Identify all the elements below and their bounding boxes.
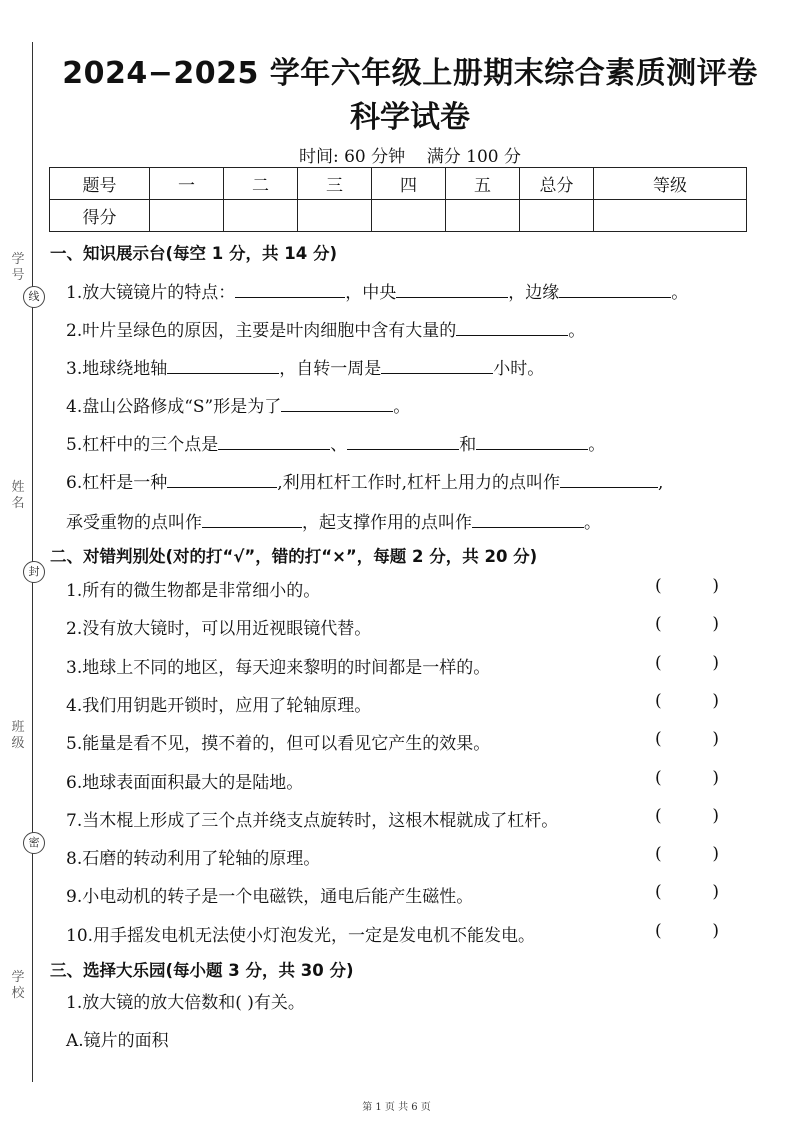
s2-question-7: 7.当木棍上形成了三个点并绕支点旋转时，这根木棍就成了杠杆。 [66, 811, 559, 831]
s2-question-5: 5.能量是看不见，摸不着的，但可以看见它产生的效果。 [66, 734, 491, 754]
s1-question-4 [66, 392, 410, 417]
paren-open: ( [655, 576, 662, 596]
score-cell-2[interactable] [224, 200, 298, 232]
s3-question-1: 1.放大镜的放大倍数和( )有关。 [66, 993, 305, 1013]
answer-parentheses[interactable] [655, 768, 719, 788]
paren-open: ( [655, 691, 662, 711]
s2-question-6: 6.地球表面面积最大的是陆地。 [66, 773, 304, 793]
exam-meta: 时间: 60 分钟 满分 100 分 [298, 147, 522, 167]
paren-close: ) [712, 576, 719, 596]
s1-question-3 [66, 354, 544, 379]
school-label: 学 校 [11, 970, 25, 1001]
cell-label-question: 题号 [50, 168, 150, 200]
cell-header-4: 四 [372, 168, 446, 200]
s1-question-6-cont [66, 508, 601, 533]
text: 。 [588, 435, 606, 455]
cut-mark-line: 线 [23, 286, 45, 308]
answer-blank[interactable] [472, 513, 584, 528]
answer-blank[interactable] [167, 359, 279, 374]
s2-question-1: 1.所有的微生物都是非常细小的。 [66, 581, 321, 601]
score-cell-total[interactable] [520, 200, 594, 232]
text: 和 [459, 435, 477, 455]
answer-blank[interactable] [167, 473, 277, 488]
cut-mark-seal: 封 [23, 561, 45, 583]
text: 5.杠杆中的三个点是 [66, 435, 219, 455]
answer-blank[interactable] [347, 435, 459, 450]
answer-parentheses[interactable] [655, 614, 719, 634]
score-table-score-row [50, 200, 747, 232]
section3-heading: 三、选择大乐园(每小题 3 分，共 30 分) [50, 961, 354, 980]
answer-blank[interactable] [202, 513, 302, 528]
answer-blank[interactable] [235, 283, 345, 298]
class-label: 班 级 [11, 720, 25, 751]
cell-header-3: 三 [298, 168, 372, 200]
page-footer: 第 1 页 共 6 页 [362, 1102, 431, 1113]
answer-blank[interactable] [559, 283, 671, 298]
text: 。 [671, 283, 689, 303]
name-label: 姓 名 [11, 480, 25, 511]
paren-open: ( [655, 806, 662, 826]
s2-question-9: 9.小电动机的转子是一个电磁铁，通电后能产生磁性。 [66, 887, 474, 907]
text: ,利用杠杆工作时,杠杆上用力的点叫作 [277, 473, 561, 493]
paren-close: ) [712, 614, 719, 634]
s3-question-1-option-a[interactable]: A.镜片的面积 [66, 1031, 169, 1051]
paren-open: ( [655, 614, 662, 634]
answer-parentheses[interactable] [655, 921, 719, 941]
cell-header-5: 五 [446, 168, 520, 200]
s1-question-2 [66, 316, 585, 341]
paren-open: ( [655, 653, 662, 673]
paren-open: ( [655, 768, 662, 788]
text: 2.叶片呈绿色的原因，主要是叶肉细胞中含有大量的 [66, 321, 457, 341]
s2-question-4: 4.我们用钥匙开锁时，应用了轮轴原理。 [66, 696, 372, 716]
answer-parentheses[interactable] [655, 653, 719, 673]
text: 承受重物的点叫作 [66, 513, 202, 533]
s2-question-2: 2.没有放大镜时，可以用近视眼镜代替。 [66, 619, 372, 639]
paren-close: ) [712, 844, 719, 864]
s1-question-5 [66, 430, 605, 455]
paren-close: ) [712, 921, 719, 941]
answer-parentheses[interactable] [655, 576, 719, 596]
text: , [658, 473, 664, 493]
score-cell-5[interactable] [446, 200, 520, 232]
text: ，自转一周是 [279, 359, 382, 379]
answer-parentheses[interactable] [655, 806, 719, 826]
text: 。 [393, 397, 411, 417]
answer-blank[interactable] [456, 321, 568, 336]
text: 。 [584, 513, 601, 533]
paren-close: ) [712, 806, 719, 826]
student-id-label: 学 号 [11, 252, 25, 283]
cell-header-2: 二 [224, 168, 298, 200]
answer-blank[interactable] [560, 473, 658, 488]
text: 3.地球绕地轴 [66, 359, 168, 379]
s1-question-1 [66, 278, 688, 303]
text: 6.杠杆是一种 [66, 473, 168, 493]
score-table [49, 167, 747, 232]
answer-blank[interactable] [381, 359, 493, 374]
s2-question-10: 10.用手摇发电机无法使小灯泡发光，一定是发电机不能发电。 [66, 926, 536, 946]
score-cell-3[interactable] [298, 200, 372, 232]
cut-mark-secret: 密 [23, 832, 45, 854]
score-cell-1[interactable] [150, 200, 224, 232]
cell-label-score: 得分 [50, 200, 150, 232]
paren-open: ( [655, 921, 662, 941]
s2-question-3: 3.地球上不同的地区，每天迎来黎明的时间都是一样的。 [66, 658, 491, 678]
paren-close: ) [712, 882, 719, 902]
text: 小时。 [493, 359, 545, 379]
paren-close: ) [712, 691, 719, 711]
text: 4.盘山公路修成“S”形是为了 [66, 397, 282, 417]
answer-blank[interactable] [218, 435, 330, 450]
score-table-header-row [50, 168, 747, 200]
paren-open: ( [655, 729, 662, 749]
text: ，中央 [345, 283, 397, 303]
answer-parentheses[interactable] [655, 729, 719, 749]
text: 1.放大镜镜片的特点： [66, 283, 236, 303]
s2-question-8: 8.石磨的转动利用了轮轴的原理。 [66, 849, 321, 869]
answer-parentheses[interactable] [655, 691, 719, 711]
page-title: 2024−2025 学年六年级上册期末综合素质测评卷 [62, 56, 758, 91]
answer-blank[interactable] [476, 435, 588, 450]
score-cell-4[interactable] [372, 200, 446, 232]
text: ，起支撑作用的点叫作 [302, 513, 472, 533]
answer-parentheses[interactable] [655, 882, 719, 902]
cell-header-1: 一 [150, 168, 224, 200]
page-subtitle: 科学试卷 [350, 100, 470, 135]
cell-header-total: 总分 [520, 168, 594, 200]
paren-open: ( [655, 882, 662, 902]
text: 。 [568, 321, 586, 341]
score-cell-grade[interactable] [594, 200, 747, 232]
section1-heading: 一、知识展示台(每空 1 分，共 14 分) [50, 244, 338, 263]
section2-heading: 二、对错判别处(对的打“√”，错的打“×”，每题 2 分，共 20 分) [50, 547, 538, 566]
answer-blank[interactable] [396, 283, 508, 298]
answer-parentheses[interactable] [655, 844, 719, 864]
paren-close: ) [712, 768, 719, 788]
paren-close: ) [712, 729, 719, 749]
paren-close: ) [712, 653, 719, 673]
text: 、 [330, 435, 348, 455]
paren-open: ( [655, 844, 662, 864]
s1-question-6 [66, 468, 663, 493]
text: ，边缘 [508, 283, 560, 303]
cell-header-grade: 等级 [594, 168, 747, 200]
answer-blank[interactable] [281, 397, 393, 412]
